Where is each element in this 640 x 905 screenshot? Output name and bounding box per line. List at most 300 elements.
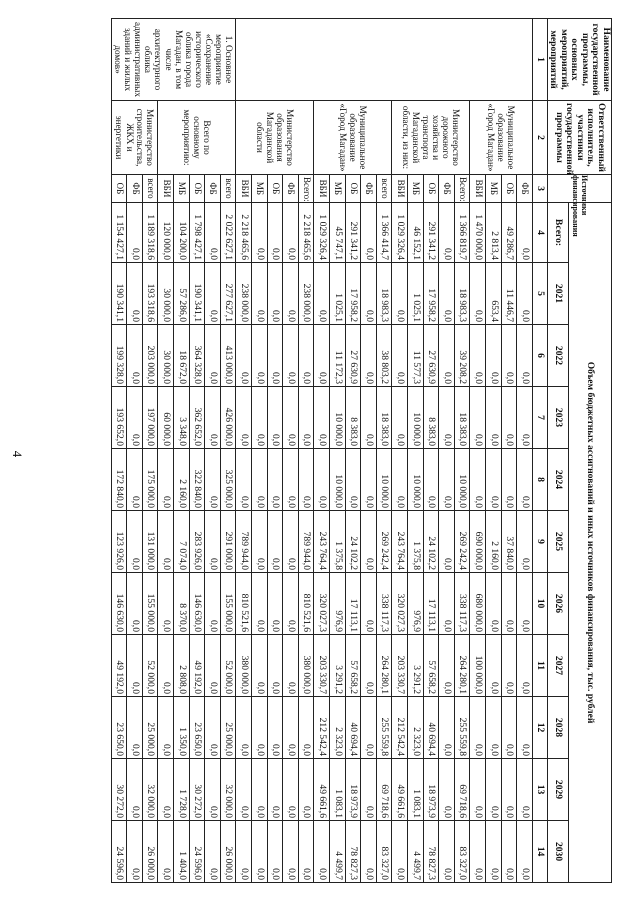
amount-cell: 0,0	[267, 387, 283, 449]
amount-cell: 212 542,4	[314, 697, 330, 759]
amount-cell: 40 694,4	[423, 697, 439, 759]
amount-cell: 18 383,0	[376, 387, 392, 449]
amount-cell: 123 926,0	[111, 511, 127, 573]
amount-cell: 380 000,0	[298, 635, 314, 697]
funding-source: ВБИ	[314, 175, 330, 203]
amount-cell: 0,0	[470, 821, 486, 883]
amount-cell: 8 383,0	[345, 387, 361, 449]
amount-cell: 60 000,0	[158, 387, 174, 449]
header-year: 2025	[547, 511, 568, 573]
column-number: 10	[532, 573, 547, 635]
amount-cell: 0,0	[517, 325, 533, 387]
amount-cell: 23 650,0	[111, 697, 127, 759]
amount-cell: 0,0	[205, 449, 221, 511]
amount-cell: 0,0	[439, 511, 455, 573]
amount-cell: 1 375,8	[407, 511, 423, 573]
amount-cell: 0,0	[314, 325, 330, 387]
amount-cell: 0,0	[283, 511, 299, 573]
amount-cell: 17 113,1	[423, 573, 439, 635]
amount-cell: 0,0	[236, 325, 252, 387]
funding-source: ОБ	[423, 175, 439, 203]
amount-cell: 0,0	[158, 449, 174, 511]
funding-source: ОБ	[267, 175, 283, 203]
funding-source: МБ	[407, 175, 423, 203]
executor-name: Муниципальное образование «Город Магадан»	[314, 101, 392, 175]
funding-source: всего	[376, 175, 392, 203]
amount-cell: 0,0	[127, 635, 143, 697]
amount-cell: 1 083,1	[330, 759, 346, 821]
executor-name: Муниципальное образование «Город Магадан»	[470, 101, 532, 175]
amount-cell: 0,0	[283, 635, 299, 697]
header-year: 2026	[547, 573, 568, 635]
header-year: 2023	[547, 387, 568, 449]
amount-cell: 0,0	[517, 203, 533, 263]
amount-cell: 10 000,0	[407, 449, 423, 511]
amount-cell: 0,0	[361, 821, 377, 883]
funding-source: ОБ	[111, 175, 127, 203]
amount-cell: 49 661,6	[314, 759, 330, 821]
amount-cell: 0,0	[283, 759, 299, 821]
funding-source: ВБИ	[236, 175, 252, 203]
amount-cell: 1 025,1	[407, 263, 423, 325]
amount-cell: 338 117,3	[376, 573, 392, 635]
amount-cell: 45 747,1	[330, 203, 346, 263]
amount-cell: 269 242,4	[454, 511, 470, 573]
amount-cell: 0,0	[127, 387, 143, 449]
amount-cell: 0,0	[361, 573, 377, 635]
amount-cell: 30 272,0	[189, 759, 205, 821]
amount-cell: 680 000,0	[470, 573, 486, 635]
amount-cell: 2 808,0	[174, 635, 190, 697]
amount-cell: 24 596,0	[189, 821, 205, 883]
amount-cell: 17 113,1	[345, 573, 361, 635]
funding-source: Всего:	[298, 175, 314, 203]
amount-cell: 325 000,0	[220, 449, 236, 511]
column-number: 4	[532, 203, 547, 263]
amount-cell: 24 596,0	[111, 821, 127, 883]
funding-source: ФБ	[283, 175, 299, 203]
amount-cell: 0,0	[283, 821, 299, 883]
amount-cell: 0,0	[205, 697, 221, 759]
amount-cell: 789 944,0	[298, 511, 314, 573]
page-number: 4	[10, 450, 25, 458]
amount-cell: 46 152,1	[407, 203, 423, 263]
amount-cell: 212 542,4	[392, 697, 408, 759]
amount-cell: 10 000,0	[330, 387, 346, 449]
amount-cell: 78 827,3	[345, 821, 361, 883]
amount-cell: 0,0	[517, 387, 533, 449]
amount-cell: 426 000,0	[220, 387, 236, 449]
amount-cell: 0,0	[314, 387, 330, 449]
amount-cell: 0,0	[283, 263, 299, 325]
amount-cell: 653,4	[485, 263, 501, 325]
funding-source: МБ	[330, 175, 346, 203]
amount-cell: 1 029 326,4	[314, 203, 330, 263]
amount-cell: 690 000,0	[470, 511, 486, 573]
funding-source: ФБ	[439, 175, 455, 203]
amount-cell: 0,0	[267, 449, 283, 511]
amount-cell: 264 280,1	[376, 635, 392, 697]
funding-source: ВБИ	[392, 175, 408, 203]
amount-cell: 0,0	[267, 325, 283, 387]
amount-cell: 0,0	[361, 203, 377, 263]
amount-cell: 1 154 427,1	[111, 203, 127, 263]
amount-cell: 0,0	[236, 759, 252, 821]
amount-cell: 197 000,0	[142, 387, 158, 449]
funding-source: ОБ	[501, 175, 517, 203]
amount-cell: 18 983,3	[454, 263, 470, 325]
amount-cell: 2 218 465,6	[298, 203, 314, 263]
amount-cell: 0,0	[501, 387, 517, 449]
amount-cell: 0,0	[267, 263, 283, 325]
amount-cell: 0,0	[283, 573, 299, 635]
funding-source: ФБ	[127, 175, 143, 203]
amount-cell: 0,0	[517, 821, 533, 883]
amount-cell: 1 366 414,7	[376, 203, 392, 263]
amount-cell: 413 000,0	[220, 325, 236, 387]
amount-cell: 0,0	[267, 573, 283, 635]
amount-cell: 0,0	[205, 325, 221, 387]
column-number: 11	[532, 635, 547, 697]
amount-cell: 146 630,0	[111, 573, 127, 635]
amount-cell: 0,0	[501, 821, 517, 883]
amount-cell: 18 973,9	[345, 759, 361, 821]
amount-cell: 38 803,2	[376, 325, 392, 387]
amount-cell: 49 192,0	[111, 635, 127, 697]
measure-name: 1. Основное мероприятие «Сохранение исторического облика города Магадан, в том числе архитектурного облика административных зданий и жилых домов»	[111, 19, 236, 101]
table-row	[298, 19, 314, 883]
amount-cell: 39 208,2	[454, 325, 470, 387]
amount-cell: 0,0	[205, 387, 221, 449]
amount-cell: 0,0	[392, 449, 408, 511]
amount-cell: 69 718,6	[376, 759, 392, 821]
amount-cell: 0,0	[501, 759, 517, 821]
amount-cell: 322 840,0	[189, 449, 205, 511]
amount-cell: 0,0	[439, 759, 455, 821]
amount-cell: 0,0	[392, 325, 408, 387]
amount-cell: 3 291,2	[407, 635, 423, 697]
amount-cell: 0,0	[298, 821, 314, 883]
header-executor: Ответственный исполнитель, участники государственной программы	[547, 101, 611, 175]
amount-cell: 0,0	[361, 511, 377, 573]
amount-cell: 380 000,0	[236, 635, 252, 697]
amount-cell: 0,0	[485, 573, 501, 635]
financing-table	[111, 18, 612, 883]
amount-cell: 199 328,0	[111, 325, 127, 387]
amount-cell: 976,9	[330, 573, 346, 635]
amount-cell: 190 341,1	[189, 263, 205, 325]
amount-cell: 1 350,0	[174, 697, 190, 759]
amount-cell: 120 000,0	[158, 203, 174, 263]
amount-cell: 277 627,1	[220, 263, 236, 325]
amount-cell: 57 286,0	[174, 263, 190, 325]
amount-cell: 0,0	[205, 263, 221, 325]
amount-cell: 0,0	[361, 635, 377, 697]
amount-cell: 0,0	[439, 325, 455, 387]
amount-cell: 0,0	[485, 449, 501, 511]
header-year: 2029	[547, 759, 568, 821]
column-number: 1	[532, 19, 547, 101]
amount-cell: 0,0	[361, 697, 377, 759]
amount-cell: 0,0	[501, 449, 517, 511]
amount-cell: 193 318,6	[142, 263, 158, 325]
amount-cell: 0,0	[517, 511, 533, 573]
amount-cell: 11 577,3	[407, 325, 423, 387]
amount-cell: 0,0	[252, 821, 268, 883]
header-year: 2028	[547, 697, 568, 759]
amount-cell: 193 652,0	[111, 387, 127, 449]
amount-cell: 52 000,0	[220, 635, 236, 697]
amount-cell: 0,0	[439, 203, 455, 263]
column-number: 14	[532, 821, 547, 883]
amount-cell: 32 000,0	[142, 759, 158, 821]
amount-cell: 0,0	[314, 821, 330, 883]
amount-cell: 104 200,0	[174, 203, 190, 263]
amount-cell: 0,0	[485, 697, 501, 759]
amount-cell: 172 840,0	[111, 449, 127, 511]
amount-cell: 238 000,0	[236, 263, 252, 325]
amount-cell: 131 000,0	[142, 511, 158, 573]
amount-cell: 0,0	[127, 573, 143, 635]
amount-cell: 238 000,0	[298, 263, 314, 325]
amount-cell: 18 383,0	[454, 387, 470, 449]
amount-cell: 0,0	[392, 263, 408, 325]
amount-cell: 0,0	[236, 387, 252, 449]
amount-cell: 49 192,0	[189, 635, 205, 697]
amount-cell: 0,0	[252, 573, 268, 635]
column-number: 13	[532, 759, 547, 821]
amount-cell: 1 728,0	[174, 759, 190, 821]
amount-cell: 10 000,0	[376, 449, 392, 511]
funding-source: ОБ	[189, 175, 205, 203]
amount-cell: 0,0	[298, 325, 314, 387]
amount-cell: 1 029 326,4	[392, 203, 408, 263]
amount-cell: 0,0	[392, 821, 408, 883]
amount-cell: 18 973,9	[423, 759, 439, 821]
amount-cell: 0,0	[252, 759, 268, 821]
amount-cell: 0,0	[517, 263, 533, 325]
column-number-row	[532, 19, 547, 883]
amount-cell: 0,0	[205, 573, 221, 635]
amount-cell: 0,0	[127, 325, 143, 387]
amount-cell: 155 000,0	[142, 573, 158, 635]
amount-cell: 243 764,4	[314, 511, 330, 573]
amount-cell: 11 172,3	[330, 325, 346, 387]
column-number: 6	[532, 325, 547, 387]
table-row	[220, 19, 236, 883]
amount-cell: 0,0	[236, 697, 252, 759]
amount-cell: 146 630,0	[189, 573, 205, 635]
amount-cell: 362 652,0	[189, 387, 205, 449]
amount-cell: 11 446,7	[501, 263, 517, 325]
amount-cell: 18 983,3	[376, 263, 392, 325]
executor-name: Министерство строительства, ЖКХ и энергетики	[111, 101, 158, 175]
amount-cell: 0,0	[485, 387, 501, 449]
funding-source: ОБ	[345, 175, 361, 203]
amount-cell: 0,0	[439, 821, 455, 883]
amount-cell: 7 074,0	[174, 511, 190, 573]
amount-cell: 0,0	[283, 697, 299, 759]
amount-cell: 0,0	[205, 759, 221, 821]
amount-cell: 203 330,7	[314, 635, 330, 697]
amount-cell: 0,0	[267, 697, 283, 759]
amount-cell: 0,0	[236, 449, 252, 511]
amount-cell: 0,0	[252, 449, 268, 511]
amount-cell: 0,0	[252, 697, 268, 759]
amount-cell: 0,0	[485, 759, 501, 821]
amount-cell: 0,0	[252, 511, 268, 573]
amount-cell: 0,0	[470, 759, 486, 821]
column-number: 5	[532, 263, 547, 325]
amount-cell: 0,0	[361, 449, 377, 511]
amount-cell: 0,0	[252, 263, 268, 325]
amount-cell: 52 000,0	[142, 635, 158, 697]
amount-cell: 0,0	[127, 449, 143, 511]
amount-cell: 4 499,7	[407, 821, 423, 883]
amount-cell: 243 764,4	[392, 511, 408, 573]
funding-source: ФБ	[517, 175, 533, 203]
amount-cell: 1 375,8	[330, 511, 346, 573]
amount-cell: 0,0	[439, 697, 455, 759]
amount-cell: 0,0	[267, 821, 283, 883]
table-row	[517, 19, 533, 883]
amount-cell: 0,0	[485, 635, 501, 697]
amount-cell: 291 000,0	[220, 511, 236, 573]
amount-cell: 30 000,0	[158, 263, 174, 325]
amount-cell: 49 286,7	[501, 203, 517, 263]
amount-cell: 190 341,1	[111, 263, 127, 325]
amount-cell: 0,0	[158, 697, 174, 759]
amount-cell: 810 521,6	[298, 573, 314, 635]
amount-cell: 269 242,4	[376, 511, 392, 573]
amount-cell: 0,0	[283, 325, 299, 387]
amount-cell: 0,0	[127, 697, 143, 759]
header-row-1	[568, 19, 611, 883]
amount-cell: 175 000,0	[142, 449, 158, 511]
amount-cell: 320 027,3	[314, 573, 330, 635]
amount-cell: 27 630,9	[345, 325, 361, 387]
amount-cell: 0,0	[501, 573, 517, 635]
table-row	[142, 19, 158, 883]
amount-cell: 26 000,0	[142, 821, 158, 883]
header-year: 2022	[547, 325, 568, 387]
amount-cell: 25 000,0	[142, 697, 158, 759]
amount-cell: 0,0	[127, 203, 143, 263]
amount-cell: 0,0	[517, 635, 533, 697]
amount-cell: 1 083,1	[407, 759, 423, 821]
amount-cell: 203 330,7	[392, 635, 408, 697]
amount-cell: 0,0	[470, 263, 486, 325]
column-number: 12	[532, 697, 547, 759]
amount-cell: 0,0	[361, 759, 377, 821]
amount-cell: 0,0	[470, 325, 486, 387]
amount-cell: 0,0	[127, 511, 143, 573]
amount-cell: 0,0	[314, 263, 330, 325]
amount-cell: 3 348,0	[174, 387, 190, 449]
amount-cell: 0,0	[158, 821, 174, 883]
amount-cell: 2 218 465,6	[236, 203, 252, 263]
header-budget-title: Объем бюджетных ассигнований и иных источников финансирования, тыс. рублей	[568, 203, 611, 883]
executor-name: Всего по основному мероприятию:	[158, 101, 236, 175]
funding-source: ВБИ	[470, 175, 486, 203]
amount-cell: 30 000,0	[158, 325, 174, 387]
amount-cell: 0,0	[501, 325, 517, 387]
funding-source: ФБ	[361, 175, 377, 203]
amount-cell: 0,0	[470, 449, 486, 511]
amount-cell: 1 798 427,1	[189, 203, 205, 263]
amount-cell: 57 658,2	[345, 635, 361, 697]
amount-cell: 0,0	[439, 449, 455, 511]
financing-table-page	[57, 18, 612, 882]
amount-cell: 0,0	[298, 759, 314, 821]
amount-cell: 0,0	[439, 263, 455, 325]
amount-cell: 0,0	[517, 573, 533, 635]
amount-cell: 0,0	[501, 635, 517, 697]
header-year: 2027	[547, 635, 568, 697]
header-source: Источники финансирования	[547, 175, 611, 203]
amount-cell: 0,0	[470, 697, 486, 759]
amount-cell: 264 280,1	[454, 635, 470, 697]
amount-cell: 10 000,0	[330, 449, 346, 511]
amount-cell: 4 499,7	[330, 821, 346, 883]
funding-source: МБ	[252, 175, 268, 203]
column-number: 3	[532, 175, 547, 203]
amount-cell: 49 661,6	[392, 759, 408, 821]
amount-cell: 0,0	[205, 511, 221, 573]
amount-cell: 1 366 819,7	[454, 203, 470, 263]
column-number: 8	[532, 449, 547, 511]
amount-cell: 17 958,2	[423, 263, 439, 325]
amount-cell: 8 370,0	[174, 573, 190, 635]
amount-cell: 0,0	[205, 821, 221, 883]
amount-cell: 0,0	[439, 635, 455, 697]
amount-cell: 0,0	[439, 387, 455, 449]
amount-cell: 0,0	[345, 449, 361, 511]
amount-cell: 0,0	[298, 697, 314, 759]
header-measure: Наименование государственной программы, основных мероприятий, мероприятий	[547, 19, 611, 101]
amount-cell: 57 658,2	[423, 635, 439, 697]
amount-cell: 0,0	[283, 449, 299, 511]
amount-cell: 8 383,0	[423, 387, 439, 449]
amount-cell: 0,0	[127, 263, 143, 325]
amount-cell: 0,0	[485, 821, 501, 883]
amount-cell: 255 559,8	[376, 697, 392, 759]
amount-cell: 0,0	[298, 449, 314, 511]
funding-source: ВБИ	[158, 175, 174, 203]
amount-cell: 0,0	[298, 387, 314, 449]
amount-cell: 0,0	[267, 511, 283, 573]
amount-cell: 0,0	[127, 759, 143, 821]
funding-source: Всего:	[454, 175, 470, 203]
amount-cell: 32 000,0	[220, 759, 236, 821]
amount-cell: 0,0	[158, 511, 174, 573]
amount-cell: 0,0	[439, 573, 455, 635]
amount-cell: 27 630,9	[423, 325, 439, 387]
amount-cell: 203 000,0	[142, 325, 158, 387]
amount-cell: 24 102,2	[345, 511, 361, 573]
amount-cell: 0,0	[392, 387, 408, 449]
amount-cell: 18 672,0	[174, 325, 190, 387]
funding-source: МБ	[174, 175, 190, 203]
amount-cell: 0,0	[283, 203, 299, 263]
amount-cell: 1 025,1	[330, 263, 346, 325]
amount-cell: 0,0	[205, 203, 221, 263]
amount-cell: 10 000,0	[407, 387, 423, 449]
amount-cell: 0,0	[267, 203, 283, 263]
measure-empty-cell	[236, 19, 532, 101]
amount-cell: 83 327,0	[376, 821, 392, 883]
amount-cell: 25 000,0	[220, 697, 236, 759]
